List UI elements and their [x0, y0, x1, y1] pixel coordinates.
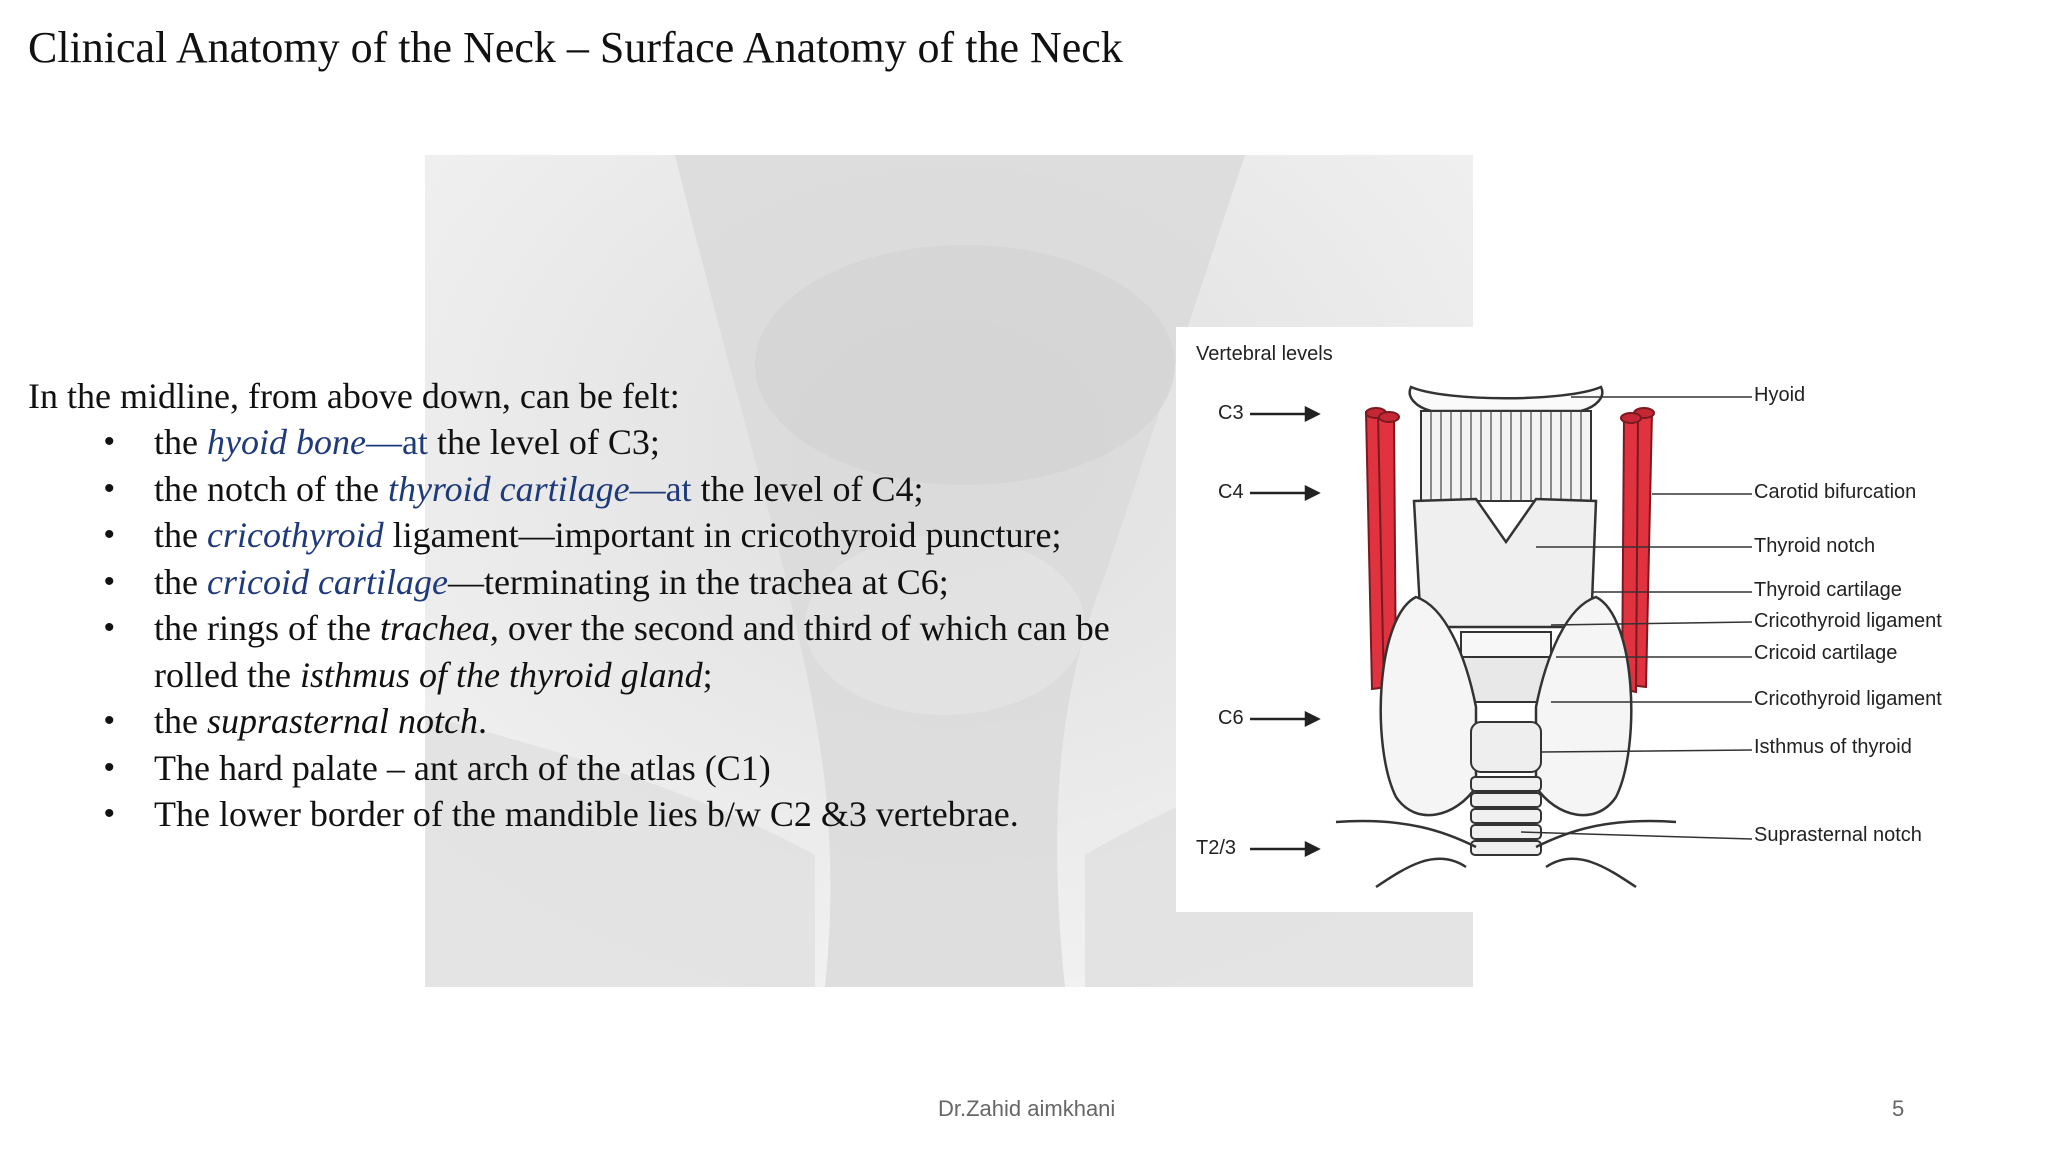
- list-item: • the cricothyroid ligament—important in cricothyroid puncture;: [104, 512, 1110, 559]
- bullet-icon: •: [104, 611, 115, 644]
- label-cricoid-cartilage: Cricoid cartilage: [1754, 642, 1898, 664]
- label-isthmus-of-thyroid: Isthmus of thyroid: [1754, 736, 1912, 758]
- bullet-icon: •: [104, 518, 115, 551]
- bullet-icon: •: [104, 750, 115, 784]
- slide-title: Clinical Anatomy of the Neck – Surface Anatomy of the Neck: [28, 23, 1123, 72]
- list-item: • The hard palate – ant arch of the atlas (C1): [104, 745, 1110, 792]
- vertebral-levels-heading: Vertebral levels: [1196, 343, 1333, 365]
- level-t2-3: T2/3: [1196, 837, 1237, 859]
- footer-author: Dr.Zahid aimkhani: [938, 1096, 1116, 1121]
- page-number: 5: [1892, 1096, 1905, 1121]
- bullet-list: [104, 419, 1110, 838]
- list-item: • the rings of the trachea, over the second and third of which can be: [104, 605, 1110, 652]
- level-c4: C4: [1218, 481, 1244, 503]
- level-c6: C6: [1218, 707, 1244, 729]
- level-c3: C3: [1218, 402, 1244, 424]
- list-item: • the hyoid bone—at the level of C3;: [104, 419, 1110, 466]
- cricothyroid-shape: [1461, 632, 1551, 657]
- label-suprasternal-notch: Suprasternal notch: [1754, 824, 1922, 846]
- label-hyoid: Hyoid: [1754, 384, 1806, 406]
- trachea-rings: [1471, 777, 1541, 855]
- thyrohyoid-membrane: [1421, 411, 1591, 501]
- label-thyroid-cartilage: Thyroid cartilage: [1754, 579, 1902, 601]
- list-item: • The lower border of the mandible lies b/w C2 &3 vertebrae.: [104, 791, 1110, 838]
- bullet-icon: •: [104, 704, 115, 737]
- list-item: • the suprasternal notch.: [104, 698, 1110, 745]
- label-cricothyroid-ligament-2: Cricothyroid ligament: [1754, 688, 1942, 710]
- list-item: • the notch of the thyroid cartilage—at the level of C4;: [104, 466, 1110, 513]
- bullet-icon: •: [104, 564, 115, 598]
- list-item-continuation: rolled the isthmus of the thyroid gland;: [154, 654, 713, 695]
- intro-text: In the midline, from above down, can be felt:: [28, 376, 680, 416]
- list-item: • the cricoid cartilage—terminating in the trachea at C6;: [104, 559, 1110, 606]
- isthmus-shape: [1471, 722, 1541, 772]
- bullet-icon: •: [104, 425, 115, 458]
- bullet-icon: •: [104, 471, 115, 505]
- bullet-icon: •: [104, 797, 115, 830]
- larynx-diagram: [1176, 327, 1966, 912]
- label-thyroid-notch: Thyroid notch: [1754, 535, 1876, 557]
- label-carotid-bifurcation: Carotid bifurcation: [1754, 481, 1917, 503]
- label-cricothyroid-ligament-1: Cricothyroid ligament: [1754, 610, 1942, 632]
